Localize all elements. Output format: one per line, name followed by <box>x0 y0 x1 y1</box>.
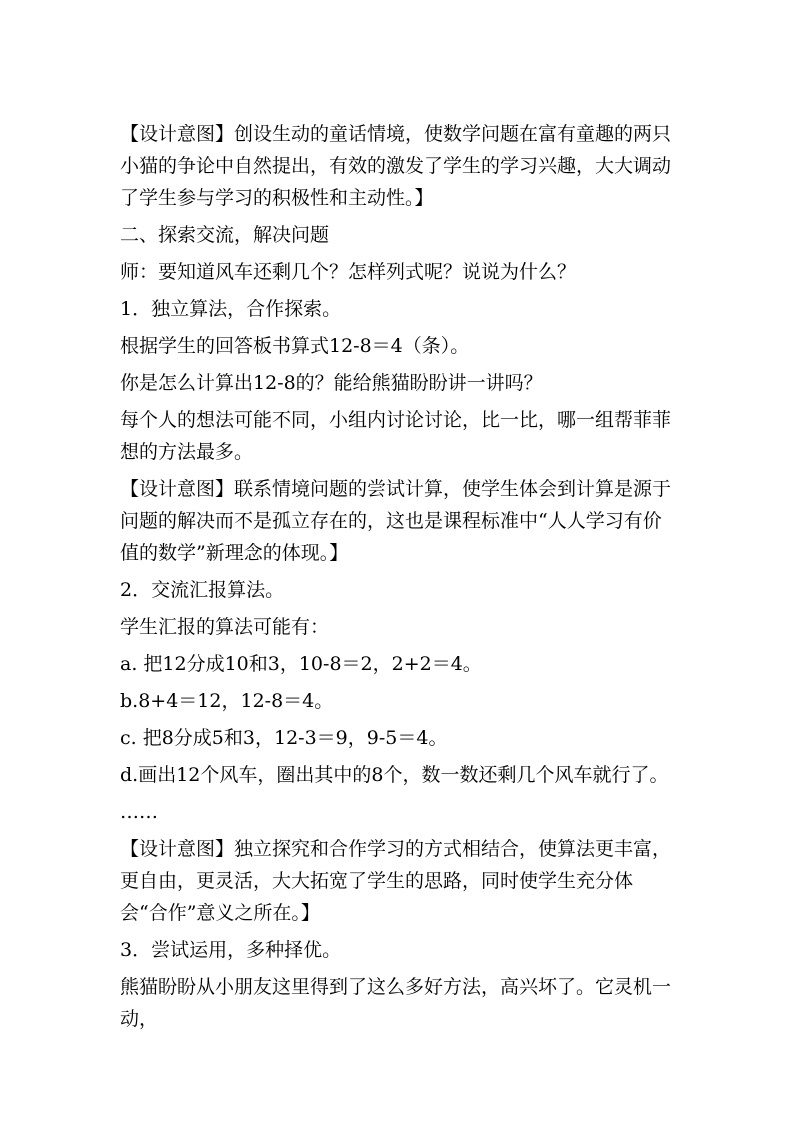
text-paragraph: 每个人的想法可能不同，小组内讨论讨论，比一比，哪一组帮菲菲想的方法最多。 <box>120 409 672 463</box>
step-heading: 1．独立算法，合作探索。 <box>120 298 342 320</box>
section-heading: 二、探索交流，解决问题 <box>120 224 330 246</box>
text-paragraph: 你是怎么计算出12-8的？能给熊猫盼盼讲一讲吗？ <box>120 372 543 394</box>
step-heading: 2．交流汇报算法。 <box>120 579 285 601</box>
design-intent-paragraph: 【设计意图】创设生动的童话情境，使数学问题在富有童趣的两只小猫的争论中自然提出，有效的激发了学生的学习兴趣，大大调动了学生参与学习的积极性和主动性。】 <box>120 123 672 209</box>
method-item: a. 把12分成10和3，10-8＝2，2+2＝4。 <box>120 653 482 675</box>
design-intent-paragraph: 【设计意图】独立探究和合作学习的方式相结合，使算法更丰富，更自由，更灵活，大大拓宽了学生的思路，同时使学生充分体会“合作”意义之所在。】 <box>120 838 672 924</box>
document-body <box>120 118 680 1040</box>
step-heading: 3．尝试运用，多种择优。 <box>120 939 342 961</box>
text-paragraph: 熊猫盼盼从小朋友这里得到了这么多好方法，高兴坏了。它灵机一动， <box>120 976 672 1030</box>
design-intent-paragraph: 【设计意图】联系情境问题的尝试计算，使学生体会到计算是源于问题的解决而不是孤立存在的，这也是课程标准中“人人学习有价值的数学”新理念的体现。】 <box>120 478 672 564</box>
method-item: b.8+4＝12，12-8＝4。 <box>120 690 334 712</box>
teacher-question: 师：要知道风车还剩几个？怎样列式呢？说说为什么？ <box>120 261 577 283</box>
text-paragraph: 学生汇报的算法可能有： <box>120 616 330 638</box>
method-item: d.画出12个风车，圈出其中的8个，数一数还剩几个风车就行了。 <box>120 764 669 786</box>
ellipsis: …… <box>120 801 158 823</box>
method-item: c. 把8分成5和3，12-3＝9，9-5＝4。 <box>120 727 448 749</box>
text-paragraph: 根据学生的回答板书算式12-8＝4（条）。 <box>120 335 470 357</box>
